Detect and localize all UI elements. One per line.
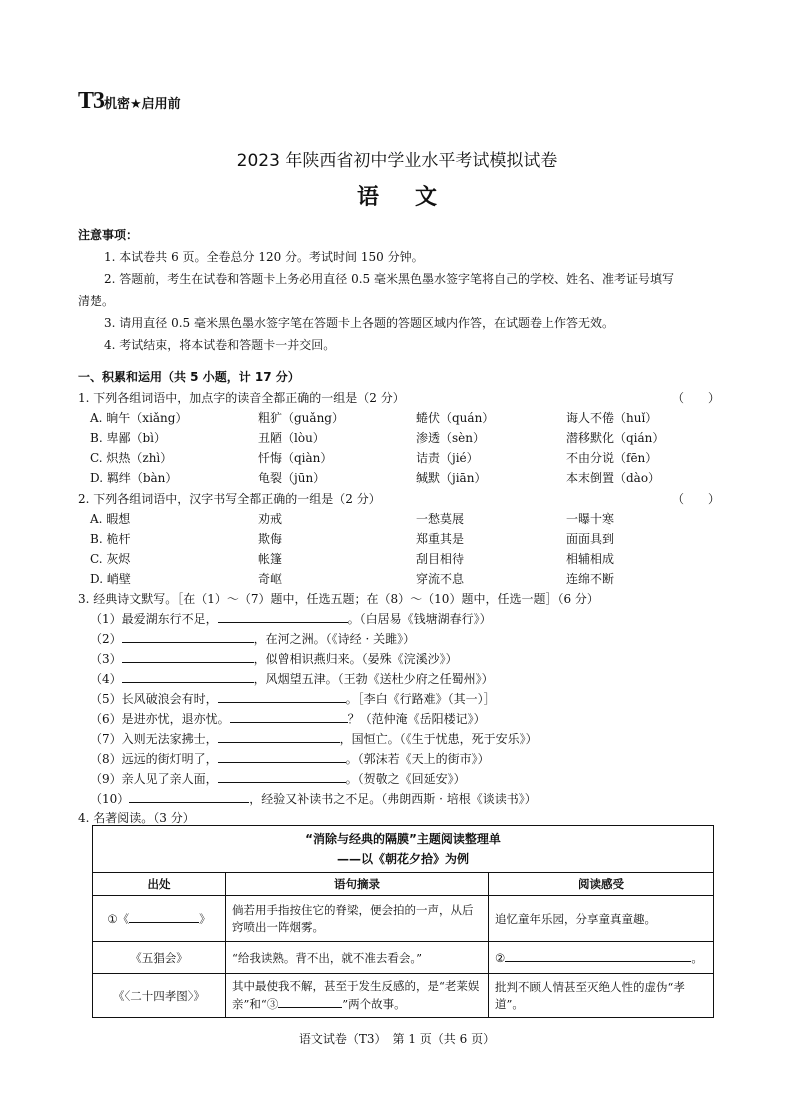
question-4-stem: 4. 名著阅读。（3 分） [78, 811, 195, 825]
answer-paren: （ ） [672, 492, 721, 506]
page-footer: 语文试卷（T3） 第 1 页（共 6 页） [298, 1032, 496, 1046]
source-prefix: ①《 [107, 912, 130, 926]
answer-blank[interactable] [122, 670, 254, 683]
table-subtitle: ——以《朝花夕拾》为例 [336, 852, 469, 866]
subject-title: 语文 [356, 185, 473, 210]
option-cell: A. 暇想 [90, 512, 131, 526]
item-suffix: ，国恒亡。（《生于忧患，死于安乐》） [339, 732, 538, 746]
notice-heading: 注意事项： [78, 228, 139, 242]
option-cell: A. 晌午（xiǎng） [90, 411, 188, 425]
paper-code: T3 [78, 88, 105, 114]
source-cell: 《五猖会》 [93, 942, 226, 974]
item-suffix: 。［李白《行路难》（其一）］ [345, 692, 496, 706]
confidential-header [78, 88, 181, 115]
item-suffix: ？（范仲淹《岳阳楼记》） [347, 712, 486, 726]
recitation-item [90, 710, 486, 727]
recitation-item [90, 750, 490, 767]
option-cell: D. 峭壁 [90, 572, 131, 586]
feeling-suffix: 。 [691, 951, 703, 965]
question-2-stem: 2. 下列各组词语中，汉字书写全都正确的一组是（2 分） [78, 492, 381, 506]
answer-blank[interactable] [129, 910, 199, 923]
quote-cell: “给我读熟。背不出，就不准去看会。” [226, 942, 489, 974]
item-prefix: （1）最爱湖东行不足， [90, 612, 218, 626]
recitation-item [90, 690, 496, 707]
page-title: 2023 年陕西省初中学业水平考试模拟试卷 [236, 151, 558, 171]
option-cell: 粗犷（guǎng） [258, 411, 344, 425]
option-cell: 本末倒置（dào） [566, 471, 661, 485]
recitation-item [90, 770, 466, 787]
table-row [93, 974, 714, 1018]
answer-blank[interactable] [218, 770, 346, 783]
option-cell: 一曝十寒 [566, 512, 615, 526]
table-row [93, 896, 714, 942]
item-prefix: （6）是进亦忧，退亦忧。 [90, 712, 230, 726]
answer-blank[interactable] [218, 690, 346, 703]
table-title: “消除与经典的隔膜”主题阅读整理单 [305, 832, 501, 846]
recitation-item [90, 670, 494, 687]
option-cell: 忏悔（qiàn） [258, 451, 333, 465]
answer-blank[interactable] [122, 630, 254, 643]
recitation-item [90, 790, 537, 807]
confidential-label: 机密★启用前 [104, 97, 181, 112]
option-cell: 丑陋（lòu） [258, 431, 325, 445]
item-prefix: （7）入则无法家拂士， [90, 732, 218, 746]
answer-paren: （ ） [672, 391, 721, 405]
option-cell: 诲人不倦（huǐ） [566, 411, 658, 425]
item-suffix: ，经验又补读书之不足。（弗朗西斯 · 培根《谈读书》） [249, 792, 537, 806]
question-3-stem: 3. 经典诗文默写。［在（1）～（7）题中，任选五题；在（8）～（10）题中，任选一题］（6 分） [78, 592, 599, 606]
answer-blank[interactable] [218, 610, 348, 623]
option-cell: 帐篷 [258, 552, 283, 566]
notice-item: 2. 答题前，考生在试卷和答题卡上务必用直径 0.5 毫米黑色墨水签字笔将自己的学校、姓名、准考证号填写 [104, 272, 674, 286]
option-cell: 劝戒 [258, 512, 283, 526]
recitation-item [90, 630, 415, 647]
feeling-cell: 批判不顾人情甚至灭绝人性的虚伪“孝道”。 [489, 974, 714, 1018]
source-cell [93, 896, 226, 942]
recitation-item [90, 730, 538, 747]
feeling-prefix: ② [495, 951, 506, 965]
recitation-item [90, 650, 458, 667]
answer-blank[interactable] [122, 650, 254, 663]
feeling-cell: 追忆童年乐园，分享童真童趣。 [489, 896, 714, 942]
column-header: 出处 [93, 873, 226, 896]
option-cell: 奇岖 [258, 572, 283, 586]
option-cell: 欺侮 [258, 532, 283, 546]
option-cell: 龟裂（jūn） [258, 471, 326, 485]
option-cell: C. 炽热（zhì） [90, 451, 173, 465]
recitation-item [90, 610, 492, 627]
notice-item: 1. 本试卷共 6 页。全卷总分 120 分。考试时间 150 分钟。 [104, 250, 424, 264]
table-caption [93, 826, 714, 873]
item-prefix: （10） [90, 792, 130, 806]
item-prefix: （5）长风破浪会有时， [90, 692, 218, 706]
item-prefix: （8）远远的街灯明了， [90, 752, 218, 766]
option-cell: 渗透（sèn） [416, 431, 485, 445]
option-cell: 刮目相待 [416, 552, 465, 566]
quote-prefix: 其中最使我不解，甚至于发生反感的，是“老莱娱亲”和“③ [232, 979, 480, 1011]
quote-suffix: ”两个故事。 [342, 997, 406, 1011]
option-cell: B. 卑鄙（bì） [90, 431, 166, 445]
feeling-cell [489, 942, 714, 974]
item-prefix: （4） [90, 672, 122, 686]
item-prefix: （2） [90, 632, 122, 646]
option-cell: 郑重其是 [416, 532, 465, 546]
quote-cell [226, 974, 489, 1018]
option-cell: 诘责（jié） [416, 451, 479, 465]
option-cell: 蜷伏（quán） [416, 411, 495, 425]
notice-item: 3. 请用直径 0.5 毫米黑色墨水签字笔在答题卡上各题的答题区域内作答，在试题卷上作答无效。 [104, 316, 614, 330]
reading-table [92, 825, 714, 1018]
option-cell: 面面具到 [566, 532, 615, 546]
source-suffix: 》 [199, 912, 211, 926]
answer-blank[interactable] [129, 790, 249, 803]
table-row [93, 942, 714, 974]
notice-item: 4. 考试结束，将本试卷和答题卡一并交回。 [104, 338, 336, 352]
item-suffix: ，风烟望五津。（王勃《送杜少府之任蜀州》） [253, 672, 494, 686]
column-header: 阅读感受 [489, 873, 714, 896]
option-cell: B. 桅杆 [90, 532, 131, 546]
answer-blank[interactable] [505, 949, 691, 962]
item-suffix: 。（贺敬之《回延安》） [345, 772, 466, 786]
answer-blank[interactable] [218, 730, 340, 743]
option-cell: 不由分说（fēn） [566, 451, 658, 465]
item-suffix: 。（郭沫若《天上的街市》） [345, 752, 490, 766]
source-cell: 《〈二十四孝图〉》 [93, 974, 226, 1018]
option-cell: 一愁莫展 [416, 512, 465, 526]
option-cell: C. 灰烬 [90, 552, 131, 566]
answer-blank[interactable] [278, 995, 342, 1008]
option-cell: 连绵不断 [566, 572, 615, 586]
item-prefix: （9）亲人见了亲人面， [90, 772, 218, 786]
item-suffix: 。（白居易《钱塘湖春行》） [347, 612, 492, 626]
option-cell: 穿流不息 [416, 572, 465, 586]
item-suffix: ，在河之洲。（《诗经 · 关雎》） [253, 632, 416, 646]
item-prefix: （3） [90, 652, 122, 666]
option-cell: D. 羁绊（bàn） [90, 471, 178, 485]
quote-cell: 倘若用手指按住它的脊梁，便会拍的一声，从后窍喷出一阵烟雾。 [226, 896, 489, 942]
question-1-stem: 1. 下列各组词语中，加点字的读音全都正确的一组是（2 分） [78, 391, 405, 405]
section-heading: 一、积累和运用（共 5 小题，计 17 分） [78, 370, 300, 384]
option-cell: 缄默（jiān） [416, 471, 487, 485]
notice-item: 清楚。 [78, 294, 115, 308]
option-cell: 相辅相成 [566, 552, 615, 566]
column-header: 语句摘录 [226, 873, 489, 896]
option-cell: 潜移默化（qián） [566, 431, 665, 445]
item-suffix: ，似曾相识燕归来。（晏殊《浣溪沙》） [253, 652, 458, 666]
answer-blank[interactable] [218, 750, 346, 763]
answer-blank[interactable] [230, 710, 348, 723]
